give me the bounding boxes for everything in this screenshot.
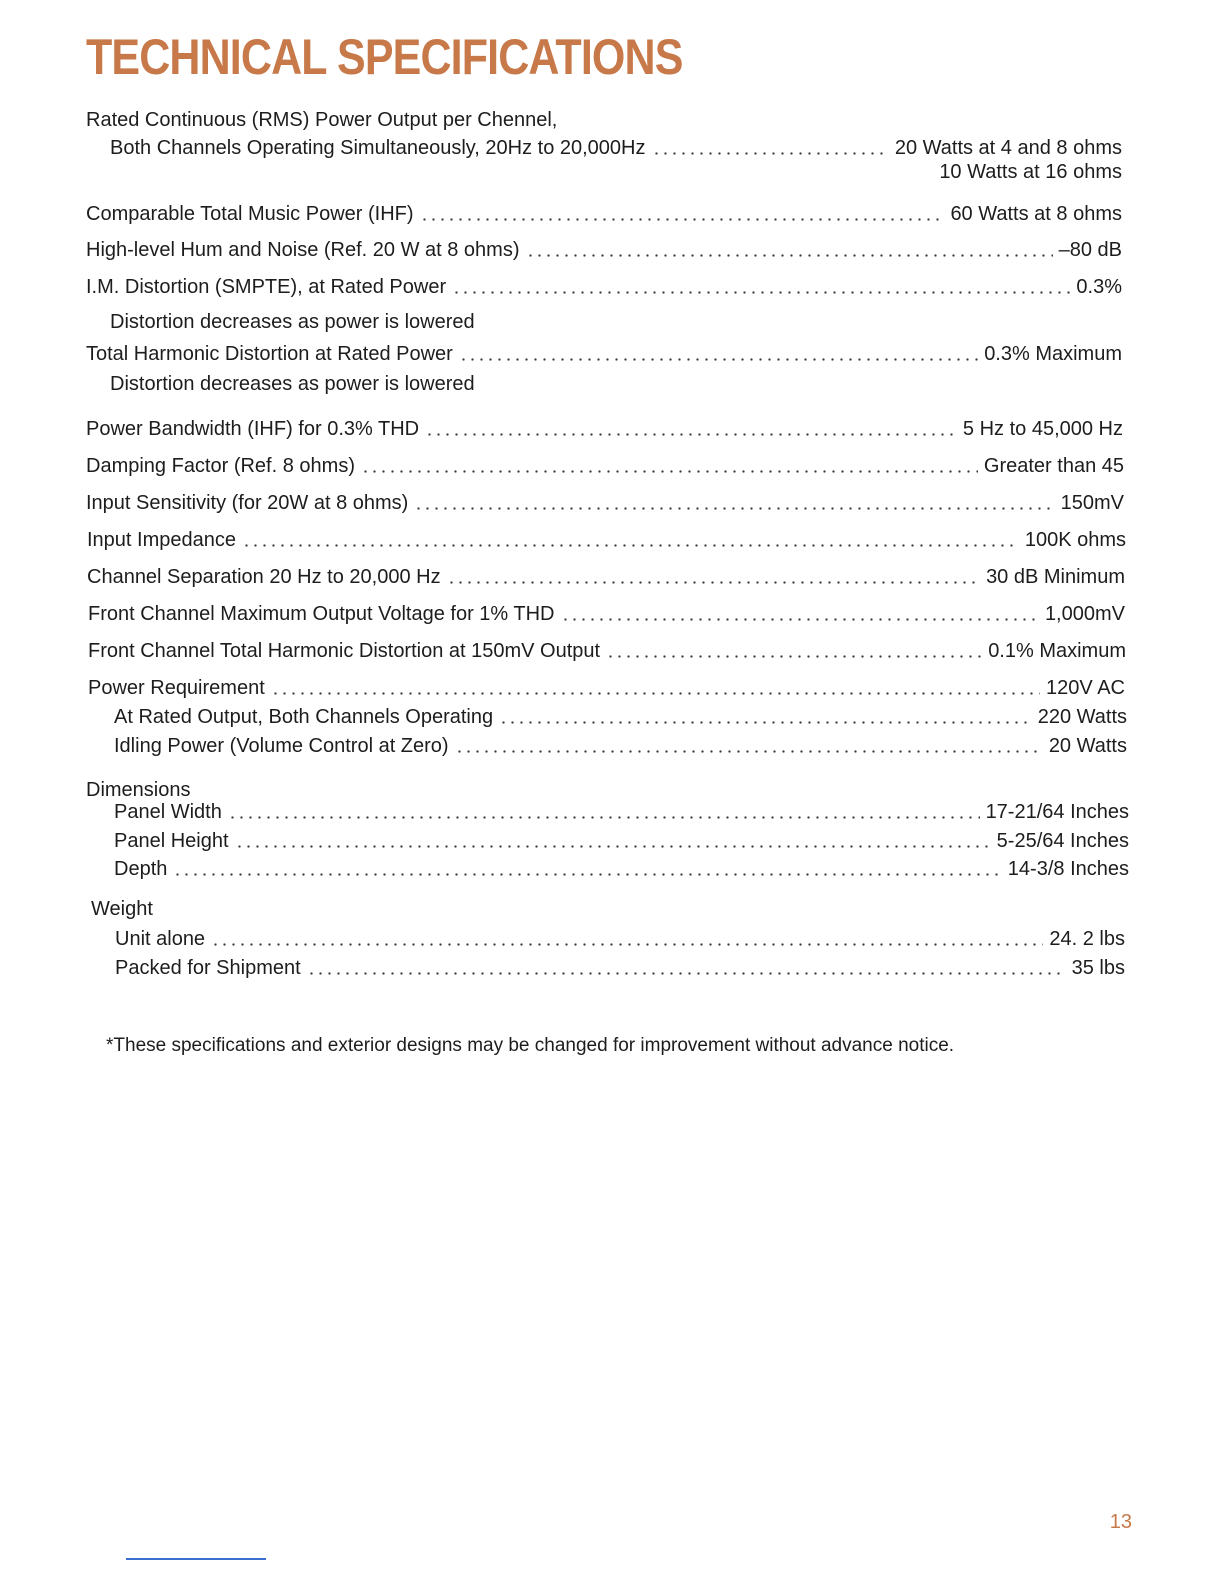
dot-leader [173,873,1001,876]
page-title: TECHNICAL SPECIFICATIONS [86,29,683,85]
spec-row-hum-noise [86,234,1122,262]
rated-output-value-line2: 10 Watts at 16 ohms [939,161,1122,183]
spec-value: 0.3% Maximum [984,343,1122,365]
dot-leader [228,816,980,819]
dimensions-heading: Dimensions [86,779,191,801]
spec-label: Front Channel Maximum Output Voltage for 1% THD [88,603,555,625]
spec-label: Channel Separation 20 Hz to 20,000 Hz [87,566,441,588]
spec-row-channel-separation [87,561,1125,589]
dot-leader [420,218,945,221]
spec-row-unit-alone [115,923,1125,951]
spec-value: 120V AC [1046,677,1125,699]
spec-label: Power Requirement [88,677,265,699]
spec-label: Depth [114,858,168,880]
dot-leader [307,972,1066,975]
spec-row-input-sensitivity [86,487,1124,515]
dot-leader [425,433,957,436]
im-distortion-note: Distortion decreases as power is lowered [110,311,475,333]
spec-label: High-level Hum and Noise (Ref. 20 W at 8 ohms) [86,239,520,261]
dot-leader [499,721,1032,724]
spec-value: 100K ohms [1024,529,1126,551]
spec-row-damping [86,450,1124,478]
spec-row-front-thd [88,635,1126,663]
spec-value: 17-21/64 Inches [985,801,1129,823]
spec-value: 0.1% Maximum [988,640,1126,662]
spec-value: Greater than 45 [983,455,1124,477]
spec-value: 35 lbs [1071,957,1125,979]
spec-label: Packed for Shipment [115,957,301,979]
spec-value: 0.3% [1076,276,1122,298]
spec-row-packed [115,952,1125,980]
dot-leader [459,358,978,361]
footer-rule [126,1558,266,1560]
spec-label: Panel Height [114,830,229,852]
spec-row-front-max-voltage [88,598,1125,626]
spec-value: 20 Watts at 4 and 8 ohms [894,137,1122,159]
spec-value: 5-25/64 Inches [996,830,1129,852]
spec-row-rated-output-power [114,701,1127,729]
dot-leader [361,470,978,473]
spec-label: Unit alone [115,928,206,950]
dot-leader [447,581,980,584]
spec-label: Input Impedance [87,529,236,551]
spec-row-panel-width [114,796,1129,824]
spec-row-music-power [86,198,1122,226]
spec-label: I.M. Distortion (SMPTE), at Rated Power [86,276,447,298]
spec-value: 20 Watts [1048,735,1127,757]
spec-label: Both Channels Operating Simultaneously, 20Hz to 20,000Hz [110,137,646,159]
dot-leader [414,507,1054,510]
dot-leader [652,152,889,155]
spec-row-im-distortion [86,271,1122,299]
dot-leader [235,845,991,848]
spec-label: Comparable Total Music Power (IHF) [86,203,414,225]
spec-row-thd [86,338,1122,366]
spec-label: Total Harmonic Distortion at Rated Power [86,343,453,365]
spec-value: 30 dB Minimum [986,566,1125,588]
spec-value: 220 Watts [1037,706,1127,728]
spec-label: Input Sensitivity (for 20W at 8 ohms) [86,492,409,514]
spec-value: 1,000mV [1044,603,1125,625]
spec-row-idling-power [114,730,1127,758]
page-number: 13 [1109,1511,1132,1533]
spec-row-panel-height [114,825,1129,853]
spec-value: 14-3/8 Inches [1007,858,1129,880]
spec-row-depth [114,853,1129,881]
spec-label: At Rated Output, Both Channels Operating [114,706,494,728]
dot-leader [606,655,982,658]
weight-heading: Weight [91,898,153,920]
spec-label: Damping Factor (Ref. 8 ohms) [86,455,355,477]
spec-row-power-bandwidth [86,413,1123,441]
spec-label: Idling Power (Volume Control at Zero) [114,735,449,757]
spec-label: Front Channel Total Harmonic Distortion at 150mV Output [88,640,601,662]
dot-leader [452,291,1070,294]
dot-leader [211,943,1043,946]
spec-value: 150mV [1060,492,1124,514]
spec-label: Panel Width [114,801,222,823]
dot-leader [561,618,1039,621]
spec-label: Power Bandwidth (IHF) for 0.3% THD [86,418,420,440]
dot-leader [242,544,1019,547]
spec-value: –80 dB [1058,239,1122,261]
spec-value: 60 Watts at 8 ohms [950,203,1122,225]
dot-leader [526,254,1053,257]
disclaimer-note: *These specifications and exterior designs may be changed for improvement without advance notice. [106,1035,955,1056]
spec-row-power-requirement [88,672,1125,700]
thd-note: Distortion decreases as power is lowered [110,373,475,395]
spec-value: 5 Hz to 45,000 Hz [962,418,1123,440]
dot-leader [271,692,1040,695]
dot-leader [455,750,1043,753]
spec-value: 24. 2 lbs [1049,928,1125,950]
spec-row-rated-output [110,132,1122,160]
spec-row-input-impedance [87,524,1126,552]
rated-output-label-line1: Rated Continuous (RMS) Power Output per Chennel, [86,109,558,131]
